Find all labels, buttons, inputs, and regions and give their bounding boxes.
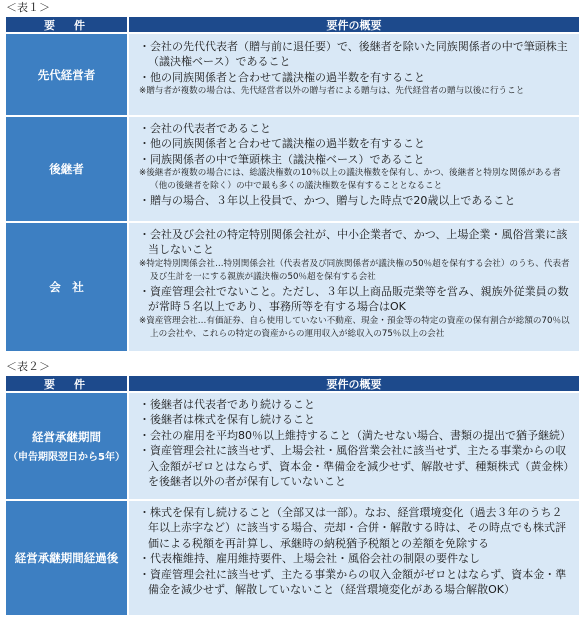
requirement-bullet: ・資産管理会社に該当せず、上場会社・風俗営業会社に該当せず、主たる事業からの収入金額がゼロとはならず、資本金・準備金を減少せず、解散せず、種類株式（黄金株）を後継者以外の者が保有していないこと xyxy=(139,444,569,489)
table1-header xyxy=(6,17,579,32)
requirement-note: ※特定特別関係会社…特別関係会社（代表者及び同族関係者が議決権の50％超を保有する会社）のうち、代表者及び生計を一にする親族が議決権の50％超を保有する会社 xyxy=(139,258,570,282)
table1-row-predecessor xyxy=(6,34,579,115)
table2-row-after-succession-period xyxy=(6,501,579,615)
row-content-successor xyxy=(129,117,579,221)
row-content-after-succession-period xyxy=(129,501,579,615)
row-label-succession-period-subtitle: （申告期限翌日から5年） xyxy=(8,452,125,463)
row-label-predecessor: 先代経営者 xyxy=(6,34,127,115)
table2-row-succession-period xyxy=(6,393,579,499)
requirement-note: ※資産管理会社…有価証券、自ら使用していない不動産、現金・預金等の特定の資産の保有割合が総額の70％以上の会社や、これらの特定の資産からの運用収入が総収入の75％以上の会社 xyxy=(139,315,570,339)
table1-header-summary: 要件の概要 xyxy=(129,17,579,32)
requirement-bullet: ・後継者は株式を保有し続けること xyxy=(139,413,315,427)
row-content-company xyxy=(129,223,579,351)
row-content-succession-period xyxy=(129,393,579,499)
row-label-after-succession-period: 経営承継期間経過後 xyxy=(6,501,127,615)
requirement-bullet: ・資産管理会社でないこと。ただし、３年以上商品販売業等を営み、親族外従業員の数が常時５名以上であり、事務所等を有する場合はOK xyxy=(139,284,569,314)
requirement-bullet: ・会社及び会社の特定特別関係会社が、中小企業者で、かつ、上場企業・風俗営業に該当しないこと xyxy=(139,228,568,257)
table1-header-requirement: 要 件 xyxy=(6,17,127,32)
requirement-bullet: ・他の同族関係者と合わせて議決権の過半数を有すること xyxy=(139,70,425,84)
table2-header-requirement: 要 件 xyxy=(6,376,127,391)
table2-header xyxy=(6,376,579,391)
row-content-predecessor xyxy=(129,34,579,115)
requirement-note: ※贈与者が複数の場合は、先代経営者以外の贈与者による贈与は、先代経営者の贈与以後に行うこと xyxy=(139,86,525,97)
requirement-bullet: ・代表権維持、雇用維持要件、上場会社・風俗会社の制限の要件なし xyxy=(139,552,480,566)
requirement-bullet: ・他の同族関係者と合わせて議決権の過半数を有すること xyxy=(139,137,425,151)
requirement-bullet: ・同族関係者の中で筆頭株主（議決権ベース）であること xyxy=(139,152,425,166)
table2-header-summary: 要件の概要 xyxy=(129,376,579,391)
table1-row-company xyxy=(6,223,579,351)
requirements-table-1 xyxy=(6,17,579,351)
requirement-bullet: ・株式を保有し続けること（全部又は一部）。なお、経営環境変化（過去３年のうち２年以上赤字など）に該当する場合、売却・合併・解散する時は、その時点でも株式評価による税額を再計算し、承継時の納税猶予税額との差額を免除する xyxy=(139,506,566,550)
row-label-successor: 後継者 xyxy=(6,117,127,221)
row-label-succession-period xyxy=(6,393,127,499)
row-label-succession-period-title: 経営承継期間 xyxy=(32,430,101,444)
requirement-bullet: ・会社の雇用を平均80％以上維持すること（満たせない場合、書類の提出で猶予継続） xyxy=(139,428,571,442)
requirement-bullet: ・贈与の場合、３年以上役員で、かつ、贈与した時点で20歳以上であること xyxy=(139,194,516,208)
table2-caption: ＜表２＞ xyxy=(6,360,50,373)
requirement-bullet: ・会社の先代代表者（贈与前に退任要）で、後継者を除いた同族関係者の中で筆頭株主（議決権ベース）であること xyxy=(139,40,568,69)
requirement-bullet: ・会社の代表者であること xyxy=(139,122,271,135)
requirement-bullet: ・後継者は代表者であり続けること xyxy=(139,398,315,411)
table1-caption: ＜表１＞ xyxy=(6,1,50,14)
table1-row-successor xyxy=(6,117,579,221)
requirement-bullet: ・資産管理会社に該当せず、主たる事業からの収入金額がゼロとはならず、資本金・準備金を減少せず、解散していないこと（経営環境変化がある場合解散OK） xyxy=(139,567,567,597)
row-label-company: 会 社 xyxy=(6,223,127,351)
requirements-table-2 xyxy=(6,376,579,615)
requirement-note: ※後継者が複数の場合には、総議決権数の10％以上の議決権数を保有し、かつ、後継者と特別な関係がある者（他の後継者を除く）の中で最も多くの議決権数を保有することとなること xyxy=(139,168,561,192)
